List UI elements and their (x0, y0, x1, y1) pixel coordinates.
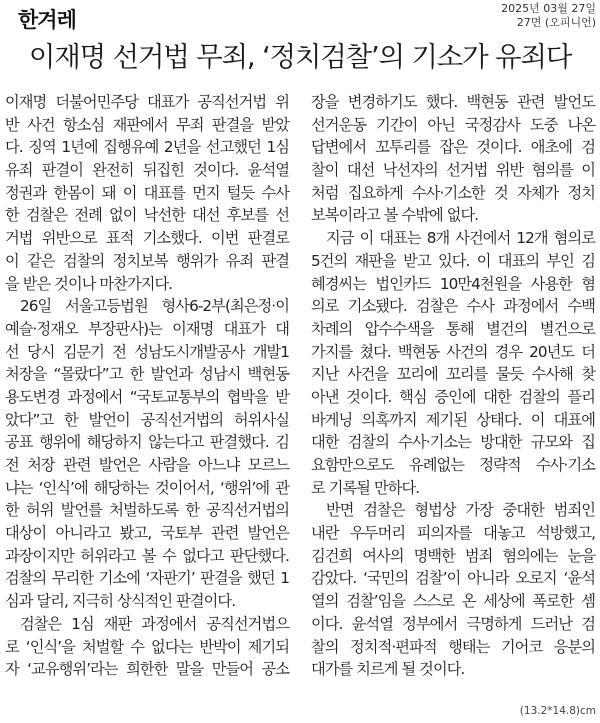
article-text-line: 대상이 아니라고 봤고, 국토부 관련 발언은 (5, 524, 289, 543)
article-text-line: 요함만으로도 유례없는 정략적 수사·기소 (311, 456, 595, 474)
article-text-line: 공표 행위에 해당하지 않는다고 판결했다. 김 (5, 433, 289, 452)
article-text-line: 예슬·정재오 부장판사)는 이재명 대표가 대 (5, 319, 289, 338)
article-text-line: 26일 서울고등법원 형사6-2부(최은정·이 (20, 297, 289, 316)
article-text-line: 반면 검찰은 형법상 가장 중대한 범죄인 (326, 501, 595, 520)
article-text-line: 선거운동 기간이 아닌 국정감사 도중 나온 (311, 115, 595, 134)
article-text-line: 대한 검찰의 수사·기소는 방대한 규모와 집 (311, 433, 595, 452)
article-text-line: 김건희 여사의 명백한 범죄 혐의에는 눈을 (311, 546, 595, 565)
article-text-line: 유죄 판결이 완전히 뒤집힌 것이다. 윤석열 (5, 161, 289, 180)
article-text-line: 대가를 치르게 될 것이다. (311, 660, 465, 679)
article-text-line: 열의 검찰’임을 스스로 온 세상에 폭로한 셈 (311, 592, 595, 611)
article-text-line: 과장이지만 허위라고 볼 수 없다고 판단했다. (5, 546, 289, 565)
article-text-line: 답변에서 꼬투리를 잡은 것이다. 애초에 검 (311, 138, 595, 157)
article-text-line: 냐는 ‘인식’에 해당하는 것이어서, ‘행위’에 관 (5, 478, 289, 497)
article-text-line: 이다. 윤석열 정부에서 극명하게 드러난 검 (311, 614, 595, 633)
article-text-line: 이재명 더불어민주당 대표가 공직선거법 위 (5, 93, 289, 111)
article-text-line: 5건의 재판을 받고 있다. 이 대표의 부인 김 (311, 251, 595, 270)
article-text-line: 찰의 정치적·편파적 행태는 기어코 응분의 (311, 637, 595, 656)
article-text-line: 찰이 대선 낙선자의 선거법 위반 혐의를 이 (311, 161, 595, 180)
article-text-line: 의로 기소됐다. 검찰은 수사 과정에서 수백 (311, 297, 595, 316)
article-column-right (311, 91, 595, 681)
article-text-line: 전 처장 관련 발언은 사람을 아느냐 모르느 (5, 456, 289, 474)
article-text-line: 검찰의 무리한 기소에 ‘자판기’ 판결을 했던 1 (5, 569, 289, 588)
article-text-line: 지금 이 대표는 8개 사건에서 12개 혐의로 (326, 229, 595, 248)
clipping-size-note: (13.2*14.8)cm (519, 705, 596, 717)
article-text-line: 바게닝 의혹까지 제기된 상태다. 이 대표에 (311, 410, 595, 429)
article-text-line: 았다”고 한 발언이 공직선거법의 허위사실 (5, 410, 289, 429)
article-text-line: 을 받은 것이나 마찬가지다. (5, 274, 173, 293)
article-text-line: 지난 사건을 꼬리에 꼬리를 물듯 수사해 찾 (311, 365, 595, 384)
article-text-line: 다. 징역 1년에 집행유예 2년을 선고했던 1심 (5, 138, 289, 157)
article-text-line: 한 검찰은 전례 없이 낙선한 대선 후보를 선 (5, 206, 289, 225)
page-section: 27면 (오피니언) (516, 16, 596, 29)
article-text-line: 한 허위 발언를 처벌하도록 한 공직선거법의 (5, 501, 289, 520)
publication-date: 2025년 03월 27일 (501, 2, 596, 15)
article-text-line: 거법 위반으로 표적 기소했다. 이번 판결로 (5, 229, 289, 248)
article-text-line: 내란 우두머리 피의자를 대놓고 석방했고, (311, 524, 595, 543)
article-text-line: 장을 변경하기도 했다. 백현동 관련 발언도 (311, 93, 595, 111)
article-text-line: 이 같은 검찰의 정치보복 행위가 유죄 판결 (5, 251, 289, 270)
article-text-line: 정권과 한몸이 돼 이 대표를 먼지 털듯 수사 (5, 183, 289, 202)
article-text-line: 심과 달리, 지극히 상식적인 판결이다. (5, 592, 236, 611)
masthead-logo: 한겨레 (18, 8, 76, 32)
article-text-line: 혜경씨는 법인카드 10만4천원을 사용한 혐 (311, 274, 595, 293)
article-text-line: 로 ‘인식’을 처벌할 수 없다는 반박이 제기되 (5, 637, 289, 656)
article-column-left (5, 91, 289, 681)
article-text-line: 용도변경 과정에서 “국토교통부의 협박을 받 (5, 387, 289, 406)
article-text-line: 자 ‘교유행위’라는 희한한 말을 만들어 공소 (5, 660, 289, 679)
article-text-line: 아낸 것이다. 핵심 증인에 대한 검찰의 플리 (311, 387, 595, 406)
headline: 이재명 선거법 무죄, ‘정치검찰’의 기소가 유죄다 (28, 41, 572, 73)
article-text-line: 보복이라고 볼 수밖에 없다. (311, 206, 479, 225)
article-text-line: 처장을 “몰랐다”고 한 발언과 성남시 백현동 (5, 365, 289, 384)
article-text-line: 가지를 쳤다. 백현동 사건의 경우 20년도 더 (311, 342, 595, 361)
article-text-line: 처럼 집요하게 수사·기소한 것 자체가 정치 (311, 183, 595, 202)
article-text-line: 선 당시 김문기 전 성남도시개발공사 개발1 (5, 342, 289, 361)
article-text-line: 검찰은 1심 재판 과정에서 공직선거법으 (20, 614, 289, 633)
article-text-line: 반 사건 항소심 재판에서 무죄 판결을 받았 (5, 115, 289, 134)
article-text-line: 로 기록될 만하다. (311, 478, 420, 497)
article-text-line: 감았다. ‘국민의 검찰’이 아니라 오로지 ‘윤석 (311, 569, 595, 588)
dateline (501, 2, 596, 30)
article-text-line: 차례의 압수수색을 통해 별건의 별건으로 (311, 319, 595, 338)
